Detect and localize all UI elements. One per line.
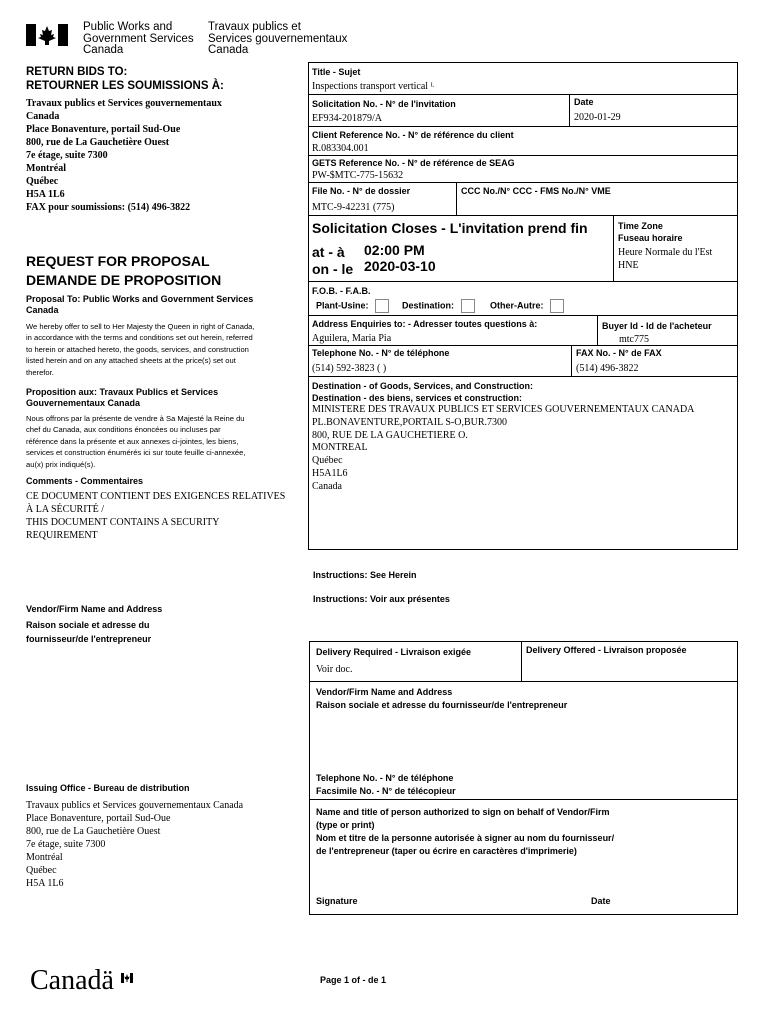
issuing-office-address: Travaux publics et Services gouvernementaux Canada Place Bonaventure, portail Sud-Oue 800, rue de La Gauchetière Ouest 7e étage, suite 7300 Montréal Québec H5A 1L6 (26, 800, 244, 889)
title-label: Title - Sujet (312, 67, 361, 77)
delivery-required-label: Delivery Required - Livraison exigée (316, 647, 472, 657)
destination-value: MINISTERE DES TRAVAUX PUBLICS ET SERVICES GOUVERNEMENTAUX CANADA PL.BONAVENTURE,PORTAIL S-O,BUR.7300 800, RUE DE LA GAUCHETIERE O. MONTREAL Québec H5A1L6 Canada (312, 404, 695, 492)
other-label: Other-Autre: (490, 299, 564, 313)
destination-fob-label: Destination: (402, 299, 475, 313)
closes-on-label: on - le (312, 261, 354, 277)
solicitation-label: Solicitation No. - N° de l'invitation (312, 99, 456, 109)
authorized-name-title-label: Name and title of person authorized to sign on behalf of Vendor/Firm (type or print) Nom et titre de la personne autorisée à signer au nom du fournisseur/ de l'entrepreneur (taper ou écrire en caractères d'imprimerie) (316, 807, 615, 856)
client-ref-label: Client Reference No. - N° de référence du client (312, 130, 514, 140)
return-bids-title-fr: RETOURNER LES SOUMISSIONS À: (26, 80, 224, 92)
ccc-label: CCC No./N° CCC - FMS No./N° VME (461, 186, 611, 196)
other-checkbox[interactable] (550, 299, 564, 313)
time-zone-value: Heure Normale du l'Est HNE (618, 247, 713, 271)
instructions-en: Instructions: See Herein (313, 570, 417, 580)
fax-value: (514) 496-3822 (576, 363, 639, 374)
proposition-aux-label: Proposition aux: Travaux Publics et Services Gouvernementaux Canada (26, 387, 219, 408)
title-value: Inspections transport vertical ᴸ (312, 81, 435, 92)
buyer-id-value: mtc775 (619, 334, 649, 345)
date-value: 2020-01-29 (574, 112, 621, 123)
comments-label: Comments - Commentaires (26, 476, 144, 486)
solicitation-value: EF934-201879/A (312, 113, 382, 124)
rfp-title-en: REQUEST FOR PROPOSAL (26, 253, 210, 269)
date-label: Date (574, 97, 594, 107)
delivery-required-value: Voir doc. (316, 664, 353, 675)
closes-at-label: at - à (312, 244, 345, 260)
address-enquiries-value: Aguilera, Maria Pia (312, 333, 392, 344)
return-bids-address: Travaux publics et Services gouvernementaux Canada Place Bonaventure, portail Sud-Oue 800, rue de La Gauchetière Ouest 7e étage, suite 7300 Montréal Québec H5A 1L6 FAX pour soumissions: (514) 496-3822 (26, 98, 222, 213)
vendor-left-label-fr: Raison sociale et adresse du fournisseur/de l'entrepreneur (26, 620, 152, 644)
file-no-label: File No. - N° de dossier (312, 186, 411, 196)
telephone-value: (514) 592-3823 ( ) (312, 363, 387, 374)
closes-on-value: 2020-03-10 (364, 258, 436, 274)
instructions-fr: Instructions: Voir aux présentes (313, 594, 450, 604)
page-number: Page 1 of - de 1 (320, 975, 387, 985)
address-enquiries-label: Address Enquiries to: - Adresser toutes questions à: (312, 319, 538, 329)
client-ref-value: R.083304.001 (312, 143, 369, 154)
destination-label: Destination - of Goods, Services, and Construction: Destination - des biens, services et construction: (312, 381, 534, 403)
offer-text-fr: Nous offrons par la présente de vendre à Sa Majesté la Reine du chef du Canada, aux conditions énoncées ou incluses par référence dans la présente et aux annexes ci-jointes, les biens, services et construction énumérés ici sur toute feuille ci-annexée, au(x) prix indiqué(s). (26, 414, 246, 469)
signature-date-label: Date (591, 896, 611, 906)
buyer-id-label: Buyer Id - Id de l'acheteur (602, 321, 712, 331)
vendor-name-address-label: Vendor/Firm Name and Address Raison sociale et adresse du fournisseur/de l'entrepreneur (316, 687, 568, 710)
canada-wordmark: Canadä (30, 965, 114, 996)
gets-value: PW-$MTC-775-15632 (312, 170, 404, 181)
destination-checkbox[interactable] (461, 299, 475, 313)
solicitation-closes-title: Solicitation Closes - L'invitation prend fin (312, 220, 588, 236)
delivery-offered-label: Delivery Offered - Livraison proposée (526, 645, 687, 655)
issuing-office-label: Issuing Office - Bureau de distribution (26, 783, 190, 793)
vendor-left-label: Vendor/Firm Name and Address (26, 604, 163, 614)
return-bids-title-en: RETURN BIDS TO: (26, 66, 128, 78)
fax-label: FAX No. - N° de FAX (576, 348, 662, 358)
file-no-value: MTC-9-42231 (775) (312, 202, 395, 213)
gets-label: GETS Reference No. - N° de référence de SEAG (312, 158, 515, 168)
time-zone-label: Time Zone Fuseau horaire (618, 221, 683, 243)
canada-wordmark-flag-icon (121, 970, 133, 980)
offer-text-en: We hereby offer to sell to Her Majesty the Queen in right of Canada, in accordance with the terms and conditions set out herein, referred to herein or attached hereto, the goods, services, and construction listed herein and on any attached sheets at the price(s) set out therefor. (26, 322, 255, 377)
department-name-fr: Travaux publics et Services gouvernementaux Canada (208, 21, 348, 56)
department-name-en: Public Works and Government Services Canada (83, 21, 194, 56)
signature-label: Signature (316, 896, 358, 906)
canada-flag-icon (26, 24, 68, 46)
plant-label: Plant-Usine: (316, 299, 389, 313)
comments-text: CE DOCUMENT CONTIENT DES EXIGENCES RELATIVES À LA SÉCURITÉ / THIS DOCUMENT CONTAINS A SECURITY REQUIREMENT (26, 491, 286, 541)
rfp-title-fr: DEMANDE DE PROPOSITION (26, 272, 222, 288)
plant-checkbox[interactable] (375, 299, 389, 313)
fob-label: F.O.B. - F.A.B. (312, 286, 371, 296)
telephone-facsimile-label: Telephone No. - N° de téléphone Facsimile No. - N° de télécopieur (316, 773, 456, 796)
telephone-label: Telephone No. - N° de téléphone (312, 348, 450, 358)
proposal-to-label: Proposal To: Public Works and Government Services Canada (26, 294, 254, 315)
closes-at-value: 02:00 PM (364, 242, 425, 258)
